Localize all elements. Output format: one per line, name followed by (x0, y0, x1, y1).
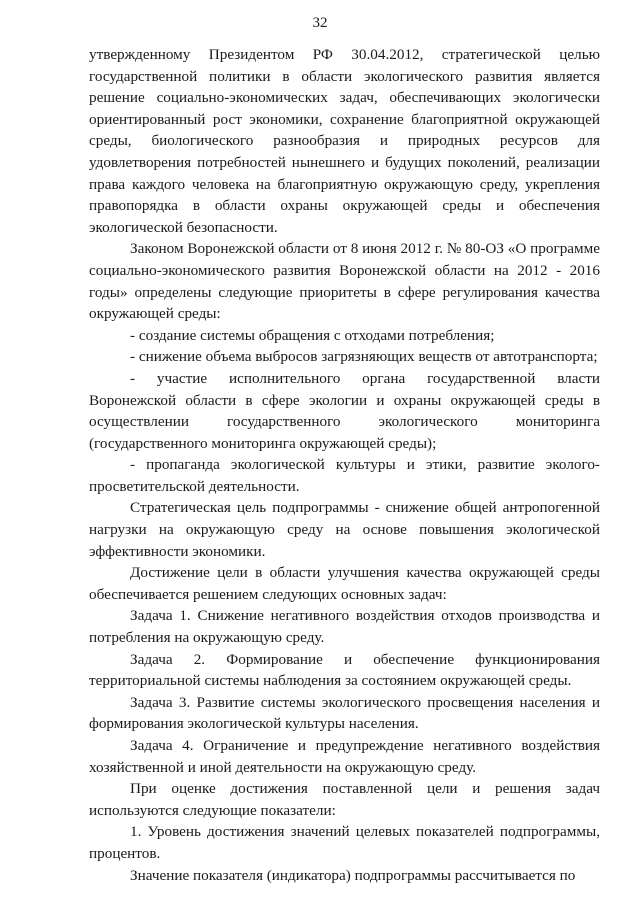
page-number: 32 (312, 15, 328, 31)
indicator-1: 1. Уровень достижения значений целевых показателей подпрограммы, процентов. (89, 823, 600, 862)
task-2: Задача 2. Формирование и обеспечение функционирования территориальной системы наблюдения за состоянием окружающей среды. (89, 650, 600, 690)
priority-item-waste-system: - создание системы обращения с отходами потребления; (130, 326, 495, 344)
paragraph-strategic-goal: утвержденному Президентом РФ 30.04.2012, стратегической целью государственной политики в области экологического развития является решение социально-экономических задач, обеспечивающих экологически ориентированный рост экономики, сохранение благоприятной окружающей среды, биологического разнообразия и природных ресурсов для удовлетворения потребностей нынешнего и будущих поколений, реализации права каждого человека на благоприятную окружающую среду, укрепления правопорядка в области охраны окружающей среды и обеспечения экологической безопасности. (89, 46, 600, 236)
priority-item-monitoring: - участие исполнительного органа государственной власти Воронежской области в сфере экологии и охраны окружающей среды в осуществлении государственного экологического мониторинга (государственного мониторинга окружающей среды); (89, 369, 600, 452)
priority-item-ecological-culture: - пропаганда экологической культуры и этики, развитие эколого-просветительской деятельности. (89, 456, 600, 495)
paragraph-indicator-calculation: Значение показателя (индикатора) подпрограммы рассчитывается по (130, 866, 576, 884)
paragraph-indicators-intro: При оценке достижения поставленной цели и решения задач используются следующие показатели: (89, 780, 600, 819)
priority-item-emissions: - снижение объема выбросов загрязняющих веществ от автотранспорта; (130, 348, 598, 366)
paragraph-tasks-intro: Достижение цели в области улучшения качества окружающей среды обеспечивается решением следующих основных задач: (89, 564, 600, 603)
task-3: Задача 3. Развитие системы экологического просвещения населения и формирования экологической культуры населения. (89, 693, 600, 733)
document-body (89, 44, 600, 886)
task-1: Задача 1. Снижение негативного воздействия отходов производства и потребления на окружающую среду. (89, 607, 600, 647)
paragraph-regional-law: Законом Воронежской области от 8 июня 2012 г. № 80-ОЗ «О программе социально-экономического развития Воронежской области на 2012 - 2016 годы» определены следующие приоритеты в сфере регулирования качества окружающей среды: (89, 240, 600, 323)
paragraph-subprogram-goal: Стратегическая цель подпрограммы - снижение общей антропогенной нагрузки на окружающую среду на основе повышения экологической эффективности экономики. (89, 499, 600, 560)
task-4: Задача 4. Ограничение и предупреждение негативного воздействия хозяйственной и иной деятельности на окружающую среду. (89, 737, 600, 776)
